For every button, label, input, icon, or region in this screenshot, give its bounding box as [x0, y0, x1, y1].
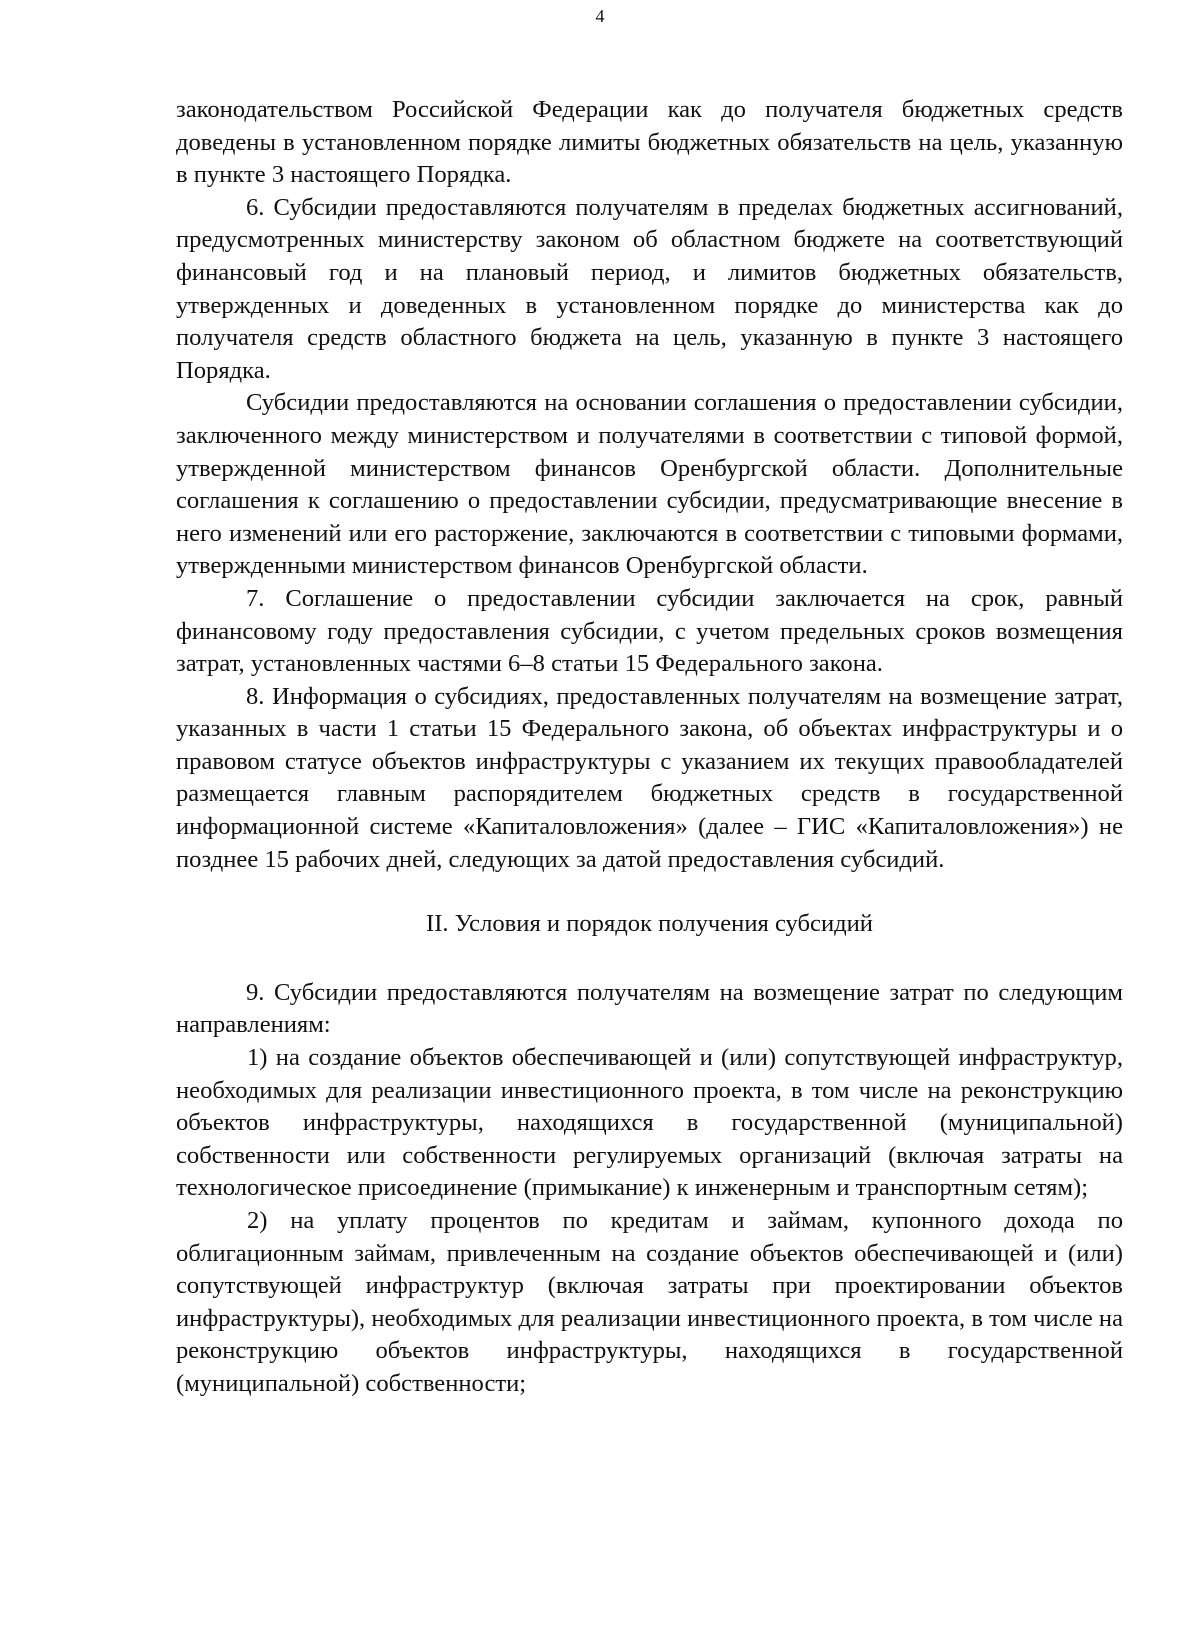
paragraph-continuation: законодательством Российской Федерации как до получателя бюджетных средств доведены в установленном порядке лимиты бюджетных обязательств на цель, указанную в пункте 3 настоящего Порядка. [176, 96, 1123, 189]
paragraph-9: 9. Субсидии предоставляются получателям на возмещение затрат по следующим направлениям: [176, 978, 1123, 1039]
paragraph-7: 7. Соглашение о предоставлении субсидии заключается на срок, равный финансовому году предоставления субсидии, с учетом предельных сроков возмещения затрат, установленных частями 6–8 статьи 15 Федерального закона. [176, 584, 1123, 678]
paragraph-8: 8. Информация о субсидиях, предоставленных получателям на возмещение затрат, указанных в части 1 статьи 15 Федерального закона, об объектах инфраструктуры и о правовом статусе объектов инфраструктуры с указанием их текущих правообладателей размещается главным распорядителем бюджетных средств в государственной информационной системе «Капиталовложения» (далее – ГИС «Капиталовложения») не позднее 15 рабочих дней, следующих за датой предоставления субсидий. [176, 682, 1123, 873]
document-body [176, 94, 1123, 1401]
list-item-1: 1) на создание объектов обеспечивающей и (или) сопутствующей инфраструктур, необходимых для реализации инвестиционного проекта, в том числе на реконструкцию объектов инфраструктуры, находящихся в государственной (муниципальной) собственности или собственности регулируемых организаций (включая затраты на технологическое присоединение (примыкание) к инженерным и транспортным сетям); [176, 1044, 1123, 1202]
page-number: 4 [595, 6, 605, 26]
paragraph-6: 6. Субсидии предоставляются получателям в пределах бюджетных ассигнований, предусмотренных министерству законом об областном бюджете на соответствующий финансовый год и на плановый период, и лимитов бюджетных обязательств, утвержденных и доведенных в установленном порядке до министерства как до получателя средств областного бюджета на цель, указанную в пункте 3 настоящего Порядка. [176, 193, 1123, 384]
list-item-2: 2) на уплату процентов по кредитам и займам, купонного дохода по облигационным займам, привлеченным на создание объектов обеспечивающей и (или) сопутствующей инфраструктур (включая затраты при проектировании объектов инфраструктуры), необходимых для реализации инвестиционного проекта, в том числе на реконструкцию объектов инфраструктуры, находящихся в государственной (муниципальной) собственности; [176, 1207, 1123, 1397]
paragraph-6-agreement: Субсидии предоставляются на основании соглашения о предоставлении субсидии, заключенного между министерством и получателями в соответствии с типовой формой, утвержденной министерством финансов Оренбургской области. Дополнительные соглашения к соглашению о предоставлении субсидии, предусматривающие внесение в него изменений или его расторжение, заключаются в соответствии с типовыми формами, утвержденными министерством финансов Оренбургской области. [176, 389, 1123, 580]
section-heading: II. Условия и порядок получения субсидий [426, 910, 873, 938]
